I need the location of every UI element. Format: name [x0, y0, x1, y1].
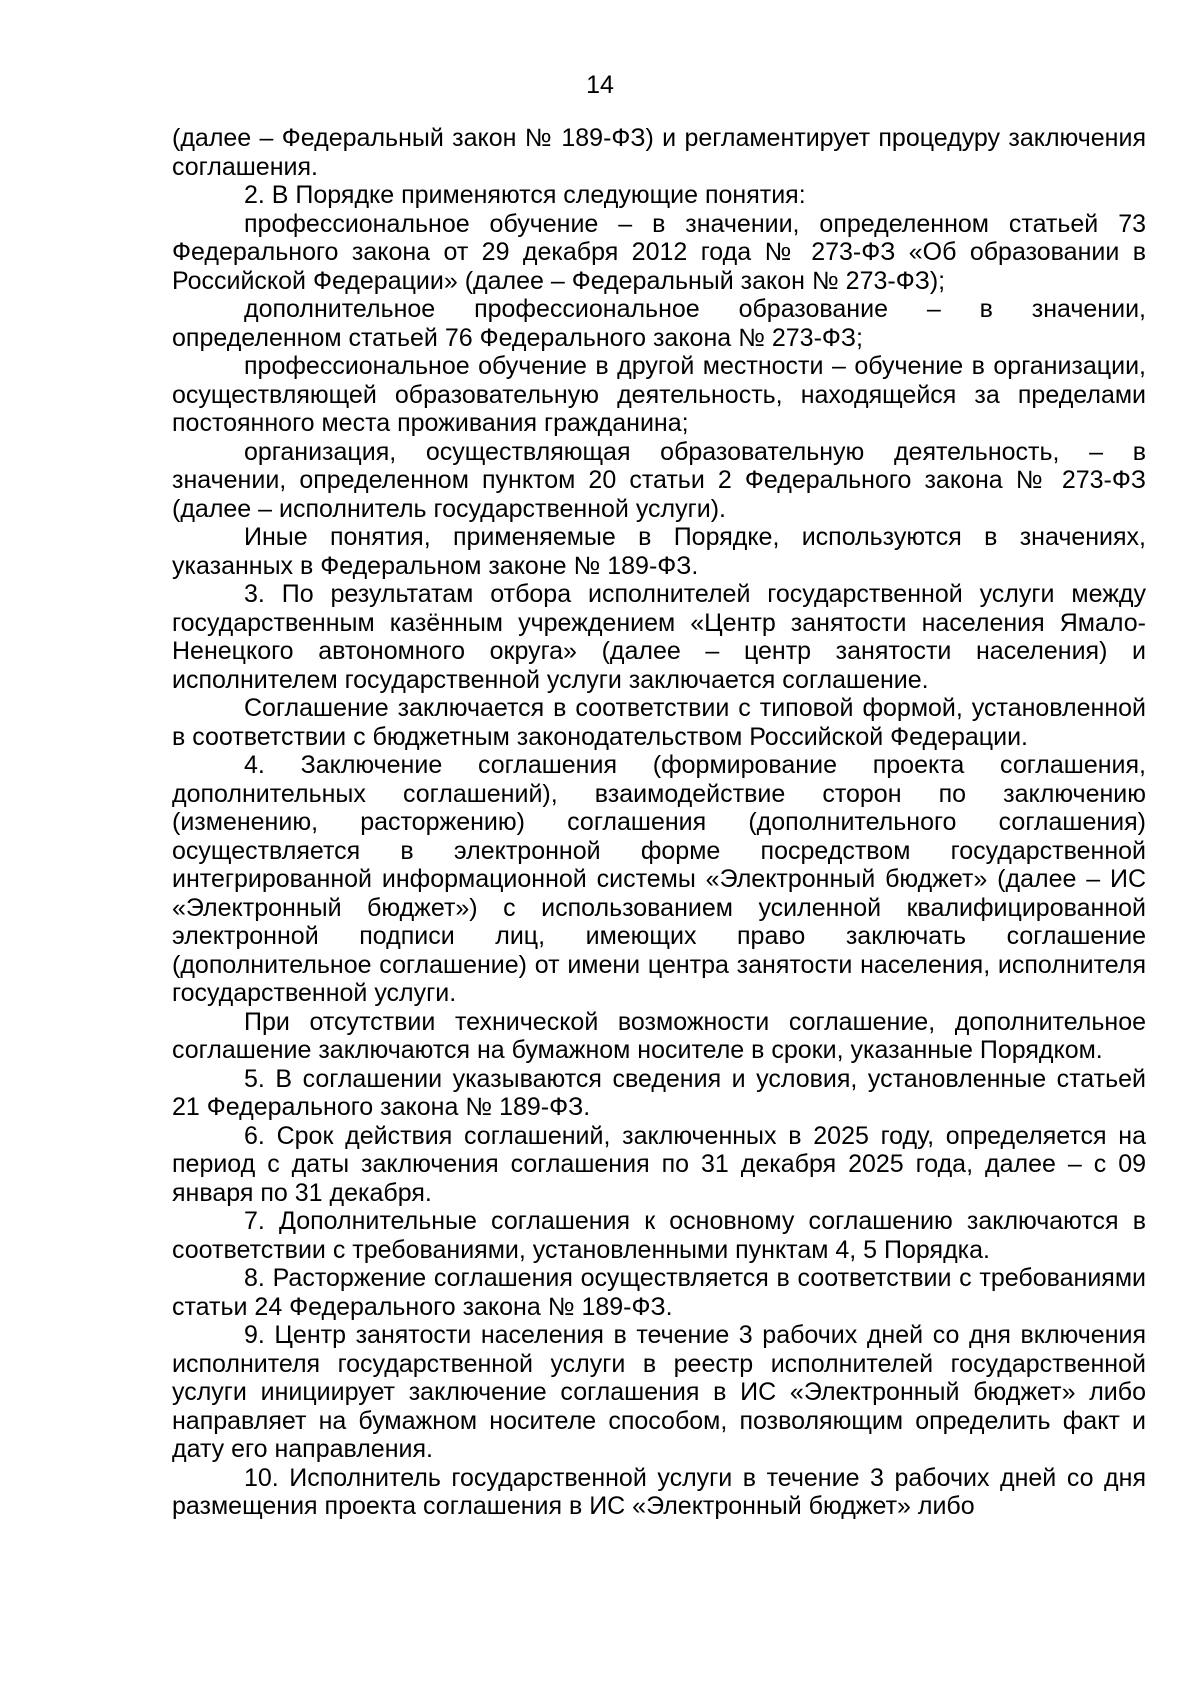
paragraph-item-10: 10. Исполнитель государственной услуги в течение 3 рабочих дней со дня размещения проекта соглашения в ИС «Электронный бюджет» либо — [172, 1463, 1146, 1520]
paragraph-item-8: 8. Расторжение соглашения осуществляется в соответствии с требованиями статьи 24 Федерального закона № 189-ФЗ. — [172, 1264, 1146, 1321]
paragraph-standard-form: Соглашение заключается в соответствии с типовой формой, установленной в соответствии с бюджетным законодательством Российской Федерации. — [172, 694, 1146, 751]
paragraph-item-6: 6. Срок действия соглашений, заключенных в 2025 году, определяется на период с даты заключения соглашения по 31 декабря 2025 года, далее – с 09 января по 31 декабря. — [172, 1121, 1146, 1207]
page-number: 14 — [586, 71, 614, 99]
paragraph-definition-training-elsewhere: профессиональное обучение в другой местности – обучение в организации, осуществляющей образовательную деятельность, находящейся за пределами постоянного места проживания гражданина; — [172, 352, 1146, 437]
paragraph-item-7: 7. Дополнительные соглашения к основному соглашению заключаются в соответствии с требованиями, установленными пунктам 4, 5 Порядка. — [172, 1207, 1146, 1264]
paragraph-item-9: 9. Центр занятости населения в течение 3 рабочих дней со дня включения исполнителя государственной услуги в реестр исполнителей государственной услуги инициирует заключение соглашения в ИС «Электронный бюджет» либо направляет на бумажном носителе способом, позволяющим определить факт и дату его направления. — [172, 1321, 1146, 1463]
paragraph-item-2: 2. В Порядке применяются следующие понятия: — [244, 181, 806, 209]
paragraph-definition-vocational-training: профессиональное обучение – в значении, определенном статьей 73 Федерального закона от 29 декабря 2012 года № 273-ФЗ «Об образовании в Российской Федерации» (далее – Федеральный закон № 273-ФЗ); — [172, 209, 1146, 295]
paragraph-definition-organization: организация, осуществляющая образовательную деятельность, – в значении, определенном пунктом 20 статьи 2 Федерального закона № 273-ФЗ (далее – исполнитель государственной услуги). — [172, 437, 1146, 523]
paragraph-item-3: 3. По результатам отбора исполнителей государственной услуги между государственным казённым учреждением «Центр занятости населения Ямало-Ненецкого автономного округа» (далее – центр занятости населения) и исполнителем государственной услуги заключается соглашение. — [172, 580, 1146, 694]
document-body — [172, 124, 1146, 1521]
paragraph-item-5: 5. В соглашении указываются сведения и условия, установленные статьей 21 Федерального закона № 189-ФЗ. — [172, 1064, 1146, 1121]
paragraph-definition-additional-education: дополнительное профессиональное образование – в значении, определенном статьей 76 Федерального закона № 273-ФЗ; — [172, 295, 1146, 352]
paragraph-continuation: (далее – Федеральный закон № 189-ФЗ) и регламентирует процедуру заключения соглашения. — [172, 124, 1146, 181]
paragraph-paper-form: При отсутствии технической возможности соглашение, дополнительное соглашение заключаются на бумажном носителе в сроки, указанные Порядком. — [172, 1007, 1146, 1064]
paragraph-other-concepts: Иные понятия, применяемые в Порядке, используются в значениях, указанных в Федеральном законе № 189-ФЗ. — [172, 523, 1146, 580]
paragraph-item-4: 4. Заключение соглашения (формирование проекта соглашения, дополнительных соглашений), взаимодействие сторон по заключению (изменению, расторжению) соглашения (дополнительного соглашения) осуществляется в электронной форме посредством государственной интегрированной информационной системы «Электронный бюджет» (далее – ИС «Электронный бюджет») с использованием усиленной квалифицированной электронной подписи лиц, имеющих право заключать соглашение (дополнительное соглашение) от имени центра занятости населения, исполнителя государственной услуги. — [172, 751, 1146, 1007]
